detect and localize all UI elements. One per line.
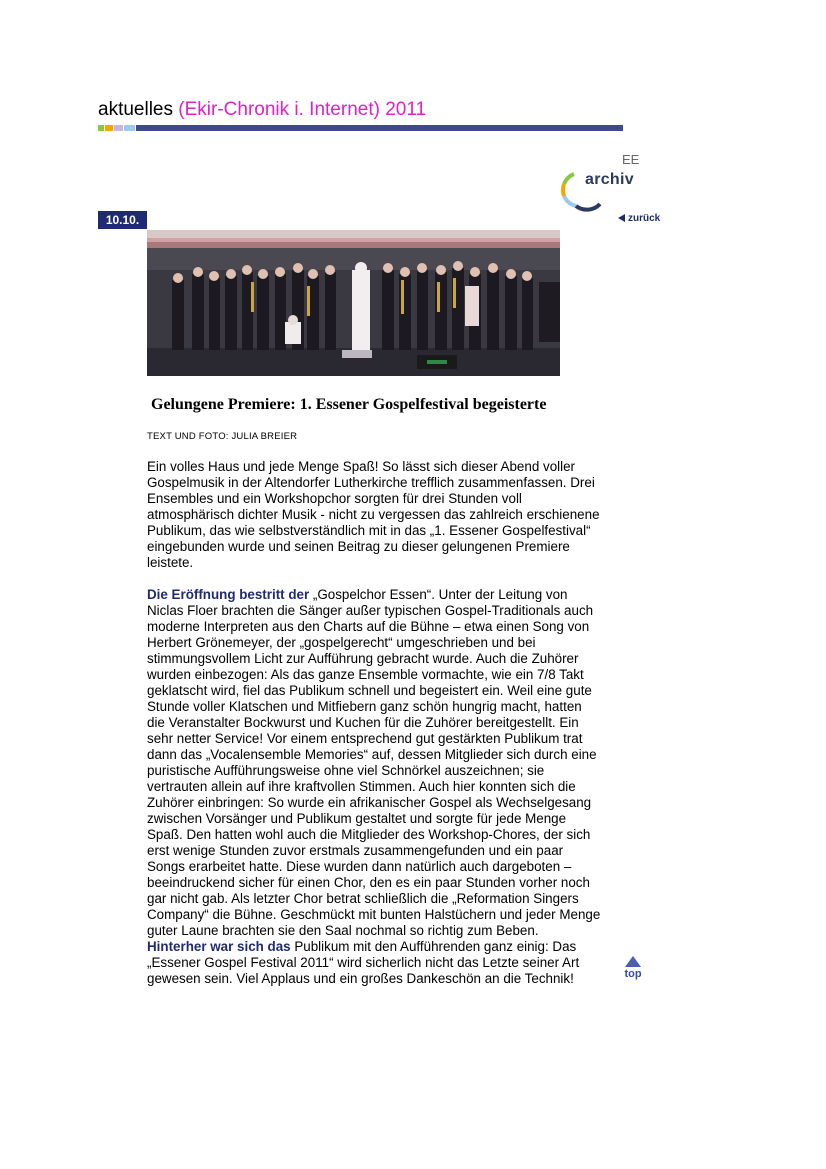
article-headline: Gelungene Premiere: 1. Essener Gospelfestival begeisterte — [151, 396, 547, 413]
article-paragraph-body — [147, 587, 627, 987]
paragraph-line: Herbert Grönemeyer, der „gospelgerecht“ umgeschrieben und bei — [147, 635, 536, 650]
left-triangle-icon — [618, 214, 625, 222]
header-subtitle: (Ekir-Chronik i. Internet) 2011 — [178, 99, 427, 120]
article-credit: TEXT UND FOTO: JULIA BREIER — [147, 431, 298, 442]
paragraph-line: erst wenige Stunden zuvor erstmals zusammengefunden und ein paar — [147, 843, 564, 858]
paragraph-line: atmosphärisch dichter Musik - nicht zu vergessen das zahlreich erschienene — [147, 507, 600, 522]
paragraph-line: Publikum, das wie selbstverständlich mit in das „1. Essener Gospelfestival“ — [147, 523, 591, 538]
paragraph-line: dann das „Vocalensemble Memories“ auf, dessen Mitglieder sich durch eine — [147, 747, 597, 762]
paragraph-line-rest: Publikum mit den Aufführenden ganz einig: Das — [290, 939, 577, 954]
paragraph-line: guter Laune brachten sie den Saal nochmal so richtig zum Beben. — [147, 923, 539, 938]
paragraph-line: vertrauten allein auf ihre kraftvollen Stimmen. Auch hier konnten sich die — [147, 779, 576, 794]
paragraph-line: Songs erarbeitet hatte. Diese wurden dann natürlich auch dargeboten – — [147, 859, 572, 874]
paragraph-line: zwischen Vorsänger und Publikum gestaltet und sorgte für jede Menge — [147, 811, 567, 826]
header-rule — [98, 125, 623, 131]
paragraph-line: gewesen sein. Viel Applaus und ein großes Dankeschön an die Technik! — [147, 971, 574, 986]
paragraph-line: „Essener Gospel Festival 2011“ wird sicherlich nicht das Letzte seiner Art — [147, 955, 580, 970]
paragraph-line: moderne Interpreten aus den Charts auf die Bühne – etwa einen Song von — [147, 619, 590, 634]
paragraph-lead-in: Hinterher war sich das — [147, 939, 291, 954]
paragraph-line: Spaß. Den hatten wohl auch die Mitglieder des Workshop-Chores, der sich — [147, 827, 591, 842]
paragraph-line — [147, 587, 627, 603]
paragraph-line-rest: „Gospelchor Essen“. Unter der Leitung von — [309, 587, 568, 602]
rule-segment-lightblue — [124, 125, 135, 131]
paragraph-line: sehr netter Service! Vor einem entsprechend gut gestärkten Publikum trat — [147, 731, 583, 746]
paragraph-lead-in: Die Eröffnung bestritt der — [147, 587, 310, 602]
archiv-logo-text[interactable]: archiv — [585, 171, 634, 188]
paragraph-line: gar nicht gab. Als letzter Chor betrat schließlich die „Reformation Singers — [147, 891, 579, 906]
ee-label: EE — [622, 152, 640, 167]
date-badge: 10.10. — [98, 211, 147, 229]
article-paragraph-intro — [147, 459, 627, 571]
rule-segment-navy — [136, 125, 623, 131]
back-link[interactable] — [618, 213, 660, 224]
rule-segment-orange — [105, 125, 113, 131]
paragraph-line: Ein volles Haus und jede Menge Spaß! So lässt sich dieser Abend voller — [147, 459, 575, 474]
paragraph-line: Stunde voller Klatschen und Mitfiebern ganz schön hungrig macht, hatten — [147, 699, 582, 714]
paragraph-line: Niclas Floer brachten die Sänger außer typischen Gospel-Traditionals auch — [147, 603, 594, 618]
paragraph-line: eingebunden wurde und seinen Beitrag zu dieser gelungenen Premiere — [147, 539, 570, 554]
back-link-label: zurück — [628, 213, 661, 224]
top-link[interactable] — [620, 956, 646, 980]
paragraph-line: Zuhörer einbringen: So wurde ein afrikanischer Gospel als Wechselgesang — [147, 795, 592, 810]
header-title: aktuelles — [98, 99, 173, 120]
paragraph-line: Company“ die Bühne. Geschmückt mit bunten Halstüchern und jeder Menge — [147, 907, 601, 922]
paragraph-line: stimmungsvollem Licht zur Aufführung gebracht wurde. Auch die Zuhörer — [147, 651, 579, 666]
paragraph-line — [147, 939, 627, 955]
top-link-label: top — [624, 968, 642, 980]
rule-segment-lilac — [114, 125, 123, 131]
rule-segment-green — [98, 125, 104, 131]
paragraph-line: beeindruckend sicher für einen Chor, den es ein paar Stunden vorher noch — [147, 875, 590, 890]
paragraph-line: wurden einbezogen: Als das ganze Ensemble vormachte, wie ein 7/8 Takt — [147, 667, 584, 682]
paragraph-line: Gospelmusik in der Altendorfer Lutherkirche trefflich zusammenfassen. Drei — [147, 475, 595, 490]
paragraph-line: leistete. — [147, 555, 194, 570]
paragraph-line: die Veranstalter Bockwurst und Kuchen für die Zuhörer bereitgestellt. Ein — [147, 715, 579, 730]
choir-photo — [147, 230, 560, 376]
up-triangle-icon — [625, 956, 641, 967]
paragraph-line: Ensembles und ein Workshopchor sorgten für drei Stunden voll — [147, 491, 522, 506]
page-header — [98, 98, 426, 122]
paragraph-line: geklatscht wird, fiel das Publikum schnell und begeistert ein. Weil eine gute — [147, 683, 592, 698]
paragraph-line: puristische Aufführungsweise ohne viel Schnörkel auszeichnen; sie — [147, 763, 545, 778]
